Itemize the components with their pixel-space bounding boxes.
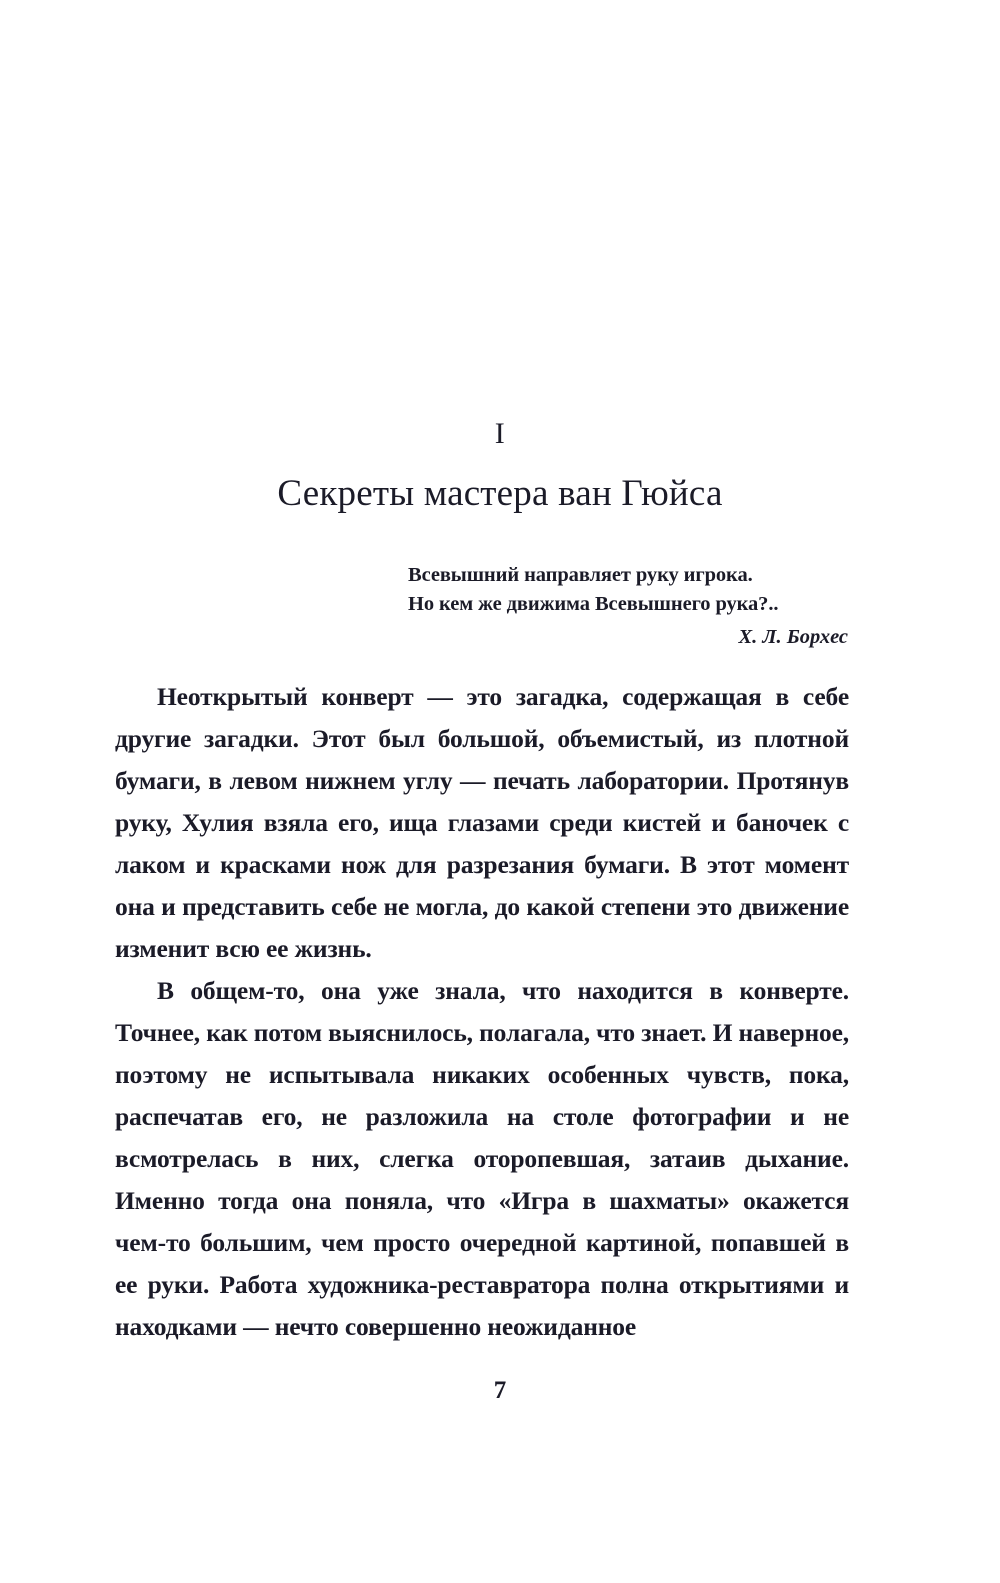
body-text-block — [115, 676, 849, 1348]
epigraph-author: Х. Л. Борхес — [738, 626, 848, 648]
body-paragraph: Неоткрытый конверт — это загадка, содержащая в себе другие загадки. Этот был большой, объемистый, из плотной бумаги, в левом нижнем углу — печать лаборатории. Протянув руку, Хулия взяла его, ища глазами среди кистей и баночек с лаком и красками нож для разрезания бумаги. В этот момент она и представить себе не могла, до какой степени это движение изменит всю ее жизнь. — [115, 682, 849, 963]
chapter-number: I — [494, 417, 506, 450]
epigraph-block — [408, 561, 848, 652]
chapter-heading — [0, 415, 1000, 517]
page-number: 7 — [493, 1377, 507, 1404]
chapter-title: Секреты мастера ван Гюйса — [277, 473, 723, 514]
epigraph-line-1: Всевышний направляет руку игрока. — [408, 564, 753, 586]
body-paragraph: В общем-то, она уже знала, что находится в конверте. Точнее, как потом выяснилось, полагала, что знает. И наверное, поэтому не испытывала никаких особенных чувств, пока, распечатав его, не разложила на столе фотографии и не всмотрелась в них, слегка оторопевшая, затаив дыхание. Именно тогда она поняла, что «Игра в шахматы» окажется чем-то большим, чем просто очередной картиной, попавшей в ее руки. Работа художника-реставратора полна открытиями и находками — нечто совершенно неожиданное — [115, 976, 849, 1341]
epigraph-line-2: Но кем же движима Всевышнего рука?.. — [408, 593, 779, 615]
